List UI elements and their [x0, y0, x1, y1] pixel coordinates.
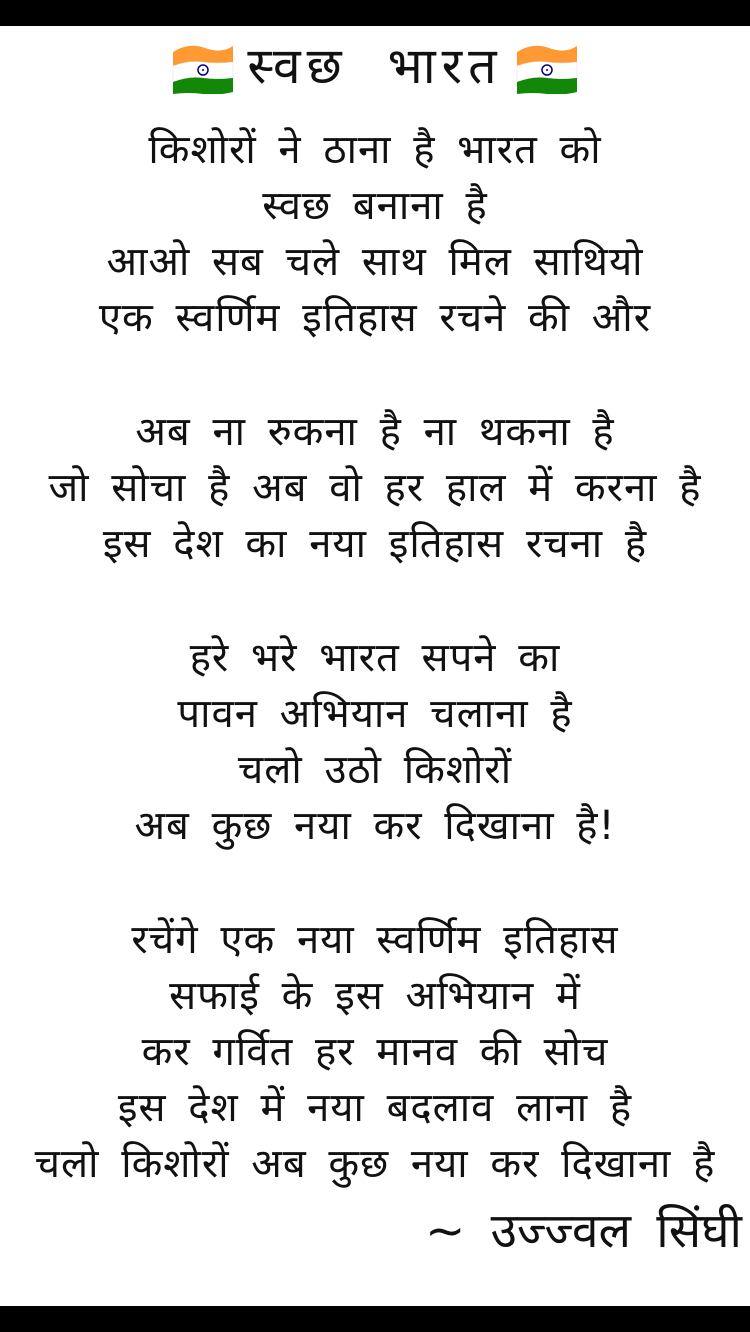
poem-line: स्वछ बनाना है: [262, 183, 488, 229]
poem-body: [0, 122, 750, 1192]
poem-line: इस देश का नया इतिहास रचना है: [102, 521, 648, 567]
poem-line: चलो किशोरों अब कुछ नया कर दिखाना है: [34, 1141, 716, 1187]
author-signature: ~ उज्ज्वल सिंघी: [425, 1203, 742, 1259]
india-flag-icon: [513, 38, 581, 94]
poem-line: कर गर्वित हर मानव की सोच: [141, 1029, 609, 1075]
poem-line: जो सोचा है अब वो हर हाल में करना है: [48, 465, 702, 511]
poem-line: सफाई के इस अभियान में: [169, 973, 581, 1019]
poem-line: अब ना रुकना है ना थकना है: [135, 409, 615, 455]
poem-line: इस देश में नया बदलाव लाना है: [117, 1085, 633, 1131]
india-flag-icon: [169, 38, 237, 94]
poem-line: किशोरों ने ठाना है भारत को: [148, 127, 602, 173]
poem-line: चलो उठो किशोरों: [237, 747, 513, 793]
poem-line: आओ सब चले साथ मिल साथियो: [106, 239, 644, 285]
poem-page: [0, 26, 750, 1306]
poem-line: हरे भरे भारत सपने का: [189, 635, 561, 681]
poem-line: एक स्वर्णिम इतिहास रचने की और: [98, 295, 652, 341]
poem-line: पावन अभियान चलाना है: [177, 691, 573, 737]
title-row: [0, 34, 750, 98]
poem-line: अब कुछ नया कर दिखाना है!: [134, 803, 616, 849]
page-title: स्वछ भारत: [247, 37, 503, 95]
poem-line: रचेंगे एक नया स्वर्णिम इतिहास: [131, 917, 619, 963]
